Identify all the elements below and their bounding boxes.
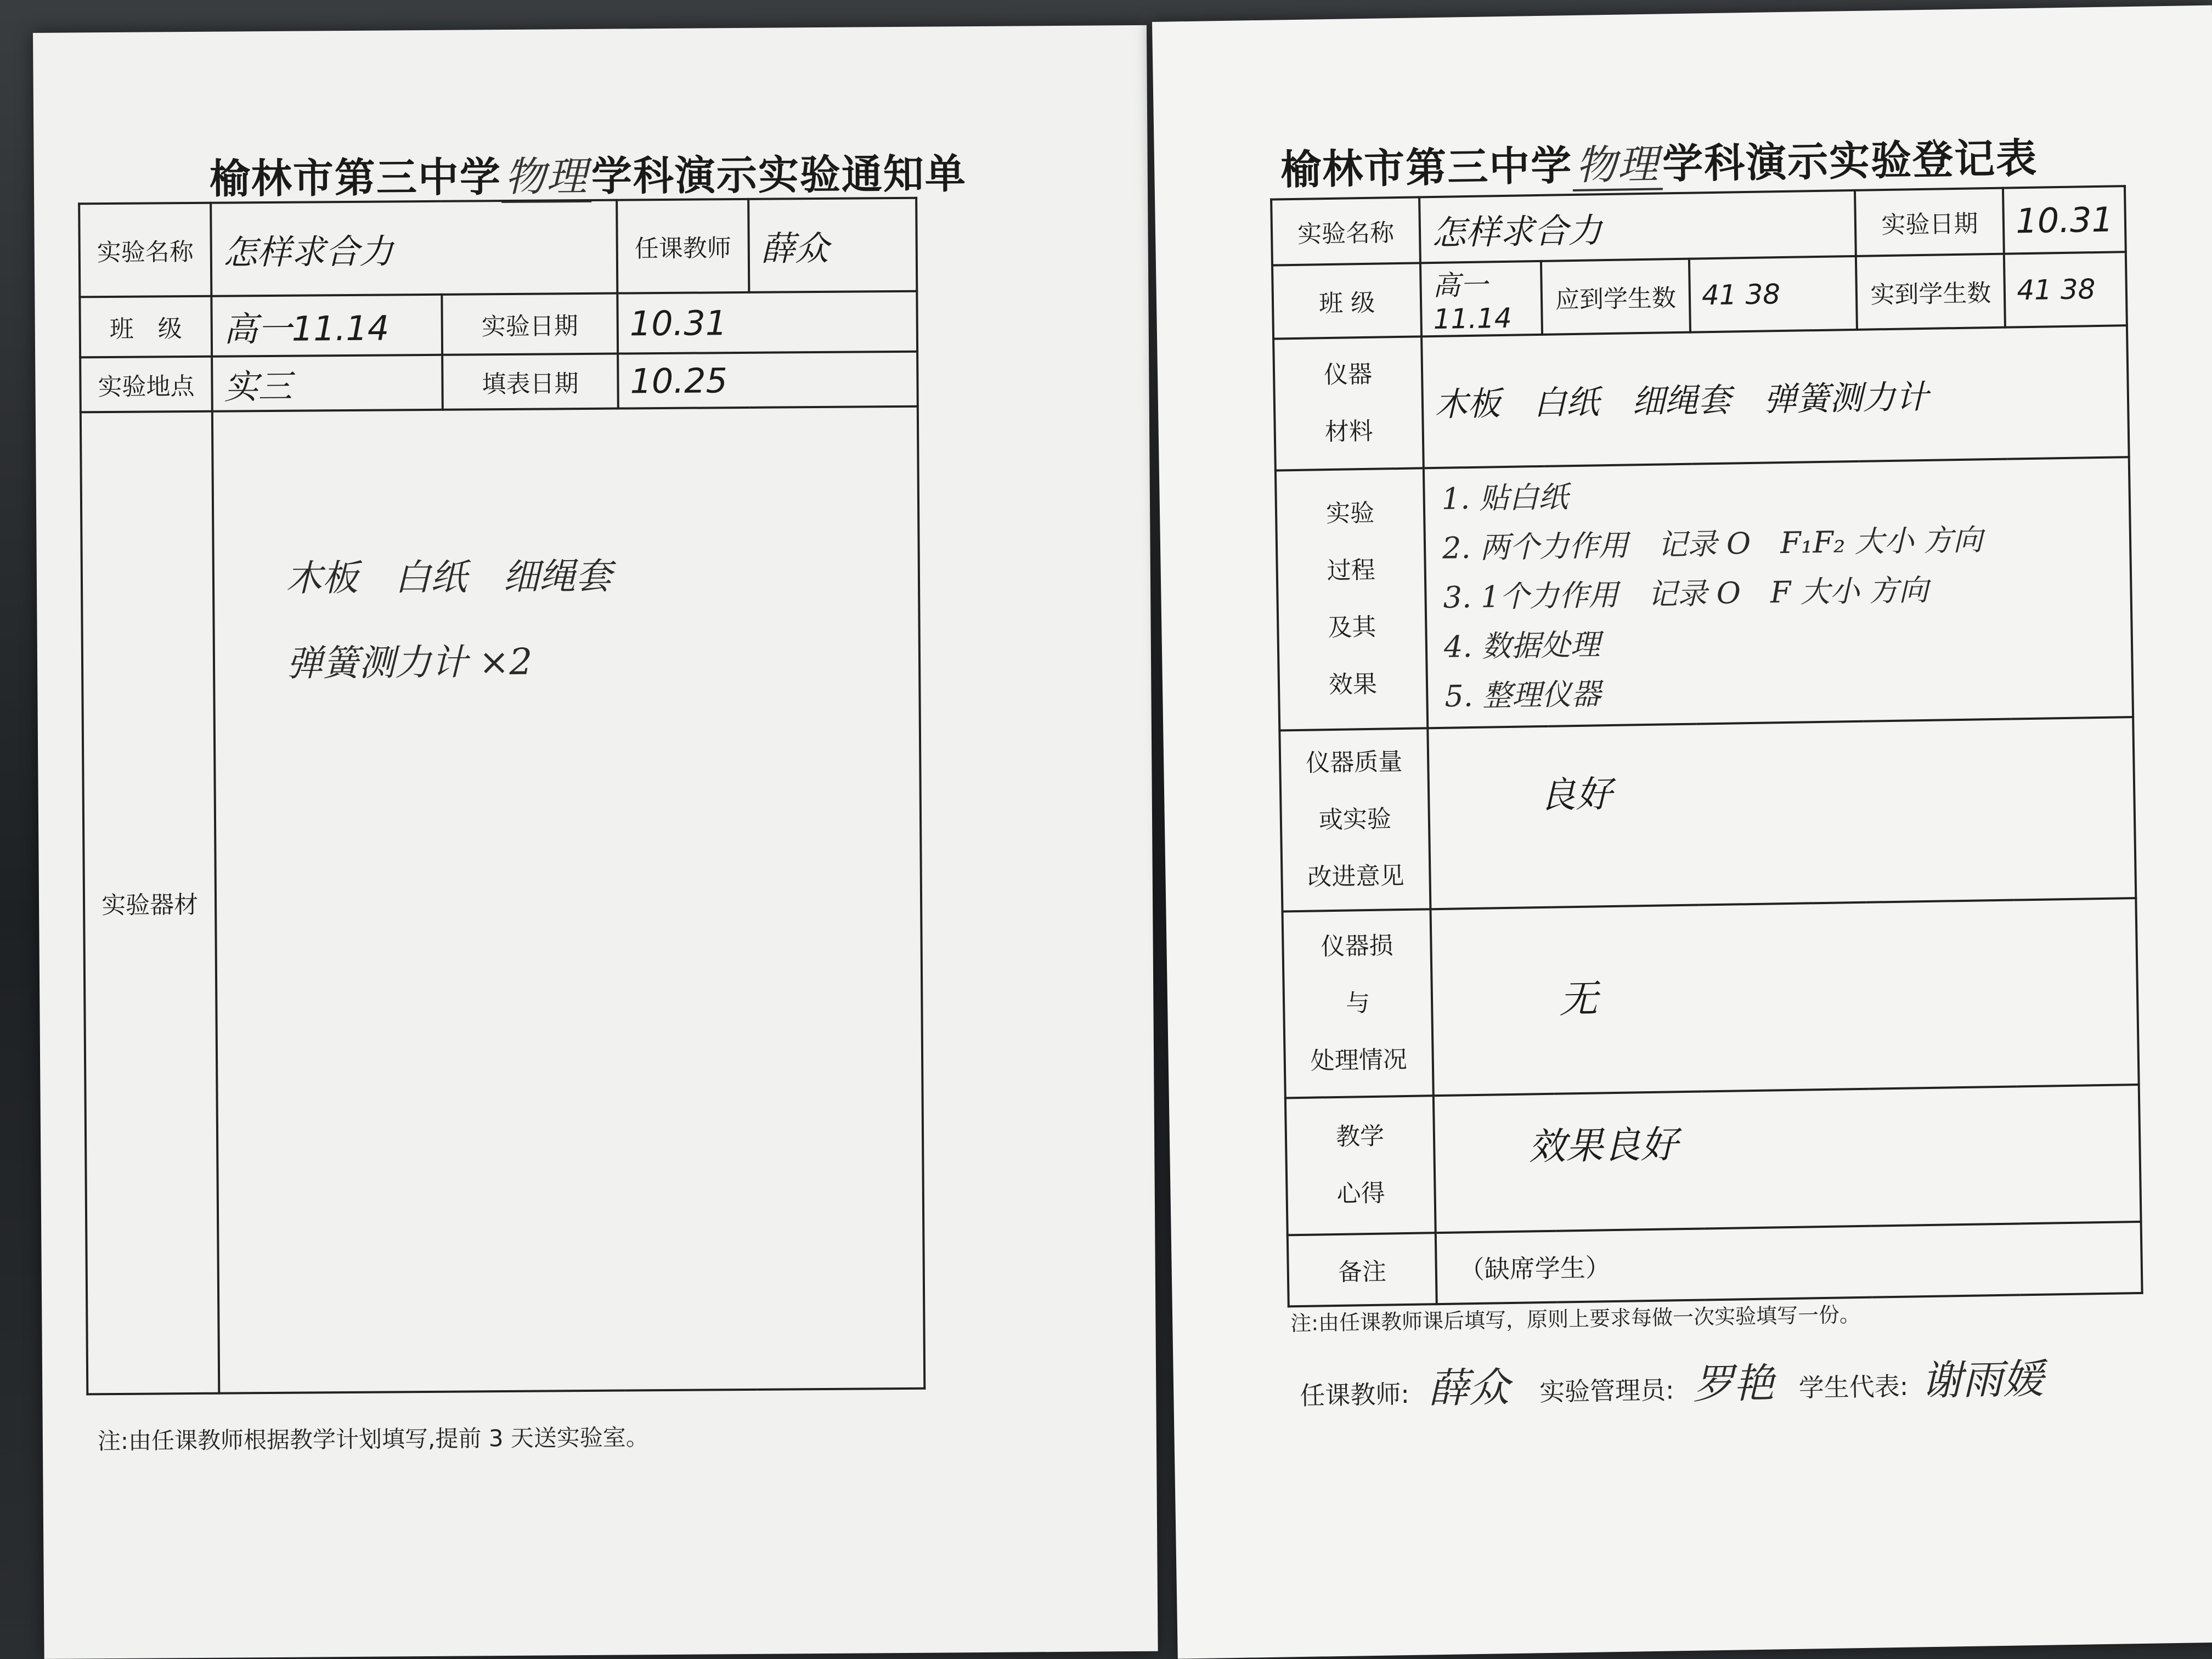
r-label-process-4: 效果 xyxy=(1328,670,1378,699)
label-experiment-name: 实验名称 xyxy=(79,203,211,297)
process-step-2: 2. 两个力作用 记录 O F₁F₂ 大小 方向 xyxy=(1442,522,1983,566)
label-equipment: 实验器材 xyxy=(81,411,219,1395)
r-value-actual-students: 41 38 xyxy=(2004,252,2127,327)
r-label-reflection xyxy=(1285,1096,1436,1235)
value-fill-date: 10.25 xyxy=(618,352,918,409)
r-label-quality xyxy=(1279,728,1430,911)
r-label-quality-3: 改进意见 xyxy=(1307,861,1404,891)
equipment-line-1: 木板 白纸 细绳套 xyxy=(285,555,612,600)
notice-title-subject: 物理 xyxy=(501,153,592,203)
r-label-class: 班 级 xyxy=(1272,263,1421,338)
r-value-remarks: （缺席学生） xyxy=(1436,1222,2142,1304)
notice-title-prefix: 榆林市第三中学 xyxy=(209,154,502,203)
r-value-quality: 良好 xyxy=(1427,717,2136,909)
notice-form-table xyxy=(78,197,926,1396)
register-title-prefix: 榆林市第三中学 xyxy=(1280,142,1573,194)
r-label-damage xyxy=(1282,909,1433,1098)
student-signature: 谢雨媛 xyxy=(1921,1355,2044,1405)
r-label-instruments-1: 仪器 xyxy=(1323,360,1373,390)
value-experiment-name: 怎样求合力 xyxy=(211,200,617,296)
r-label-instruments xyxy=(1273,336,1424,470)
equipment-line-2: 弹簧测力计 ×2 xyxy=(286,640,533,685)
r-label-actual-students: 实到学生数 xyxy=(1856,254,2005,330)
r-label-quality-1: 仪器质量 xyxy=(1305,748,1403,777)
value-teacher: 薛众 xyxy=(748,198,917,292)
register-form-table xyxy=(1270,185,2143,1307)
label-class: 班 级 xyxy=(80,296,212,358)
r-label-expected-students: 应到学生数 xyxy=(1541,259,1690,335)
teacher-signature: 薛众 xyxy=(1427,1364,1510,1413)
label-location: 实验地点 xyxy=(80,357,212,413)
process-step-1: 1. 贴白纸 xyxy=(1441,479,1568,516)
r-label-process-2: 过程 xyxy=(1327,556,1376,585)
register-title xyxy=(1280,126,2038,196)
r-value-exp-date: 10.31 xyxy=(2003,186,2125,253)
register-sheet xyxy=(1152,5,2212,1659)
notice-title-suffix: 学科演示实验通知单 xyxy=(591,150,967,200)
register-footnote: 注:由任课教师课后填写，原则上要求每做一次实验填写一份。 xyxy=(1290,1302,1861,1336)
r-value-process xyxy=(1424,457,2133,728)
admin-sig-label: 实验管理员: xyxy=(1539,1375,1674,1407)
r-label-instruments-2: 材料 xyxy=(1324,417,1374,447)
register-title-suffix: 学科演示实验登记表 xyxy=(1662,134,2038,188)
r-label-reflection-1: 教学 xyxy=(1335,1122,1385,1151)
value-class: 高一11.14 xyxy=(211,295,442,357)
process-step-5: 5. 整理仪器 xyxy=(1444,676,1601,714)
process-step-3: 3. 1个力作用 记录 O F 大小 方向 xyxy=(1443,572,1929,615)
r-value-class: 高一11.14 xyxy=(1420,261,1542,336)
r-label-damage-2: 与 xyxy=(1345,989,1370,1018)
teacher-sig-label: 任课教师: xyxy=(1299,1379,1410,1411)
r-label-reflection-2: 心得 xyxy=(1336,1179,1385,1208)
label-fill-date: 填表日期 xyxy=(442,354,618,410)
r-label-experiment-name: 实验名称 xyxy=(1271,197,1420,265)
register-title-subject: 物理 xyxy=(1572,140,1663,191)
r-label-process xyxy=(1276,468,1427,730)
label-exp-date: 实验日期 xyxy=(442,294,618,355)
r-value-expected-students: 41 38 xyxy=(1689,256,1858,332)
r-label-process-3: 及其 xyxy=(1327,613,1376,642)
value-location: 实三 xyxy=(212,355,443,411)
r-value-damage: 无 xyxy=(1430,898,2138,1096)
notice-title xyxy=(209,142,967,205)
value-exp-date: 10.31 xyxy=(617,291,917,354)
notice-sheet xyxy=(33,25,1158,1659)
r-label-damage-1: 仪器损 xyxy=(1321,932,1393,961)
student-sig-label: 学生代表: xyxy=(1798,1371,1909,1403)
notice-footnote: 注:由任课教师根据教学计划填写,提前 3 天送实验室。 xyxy=(97,1424,650,1455)
r-value-instruments: 木板 白纸 细绳套 弹簧测力计 xyxy=(1421,325,2129,468)
r-label-quality-2: 或实验 xyxy=(1318,805,1392,834)
r-value-experiment-name: 怎样求合力 xyxy=(1419,190,1856,263)
r-label-exp-date: 实验日期 xyxy=(1855,188,2004,256)
r-label-process-1: 实验 xyxy=(1325,499,1375,528)
r-label-remarks: 备注 xyxy=(1288,1233,1437,1306)
value-equipment xyxy=(212,407,924,1393)
admin-signature: 罗艳 xyxy=(1692,1359,1775,1408)
register-signatures xyxy=(1299,1347,2044,1417)
r-label-damage-3: 处理情况 xyxy=(1310,1045,1408,1075)
r-value-reflection: 效果良好 xyxy=(1434,1085,2141,1233)
label-teacher: 任课教师 xyxy=(617,199,749,294)
process-step-4: 4. 数据处理 xyxy=(1443,627,1601,664)
